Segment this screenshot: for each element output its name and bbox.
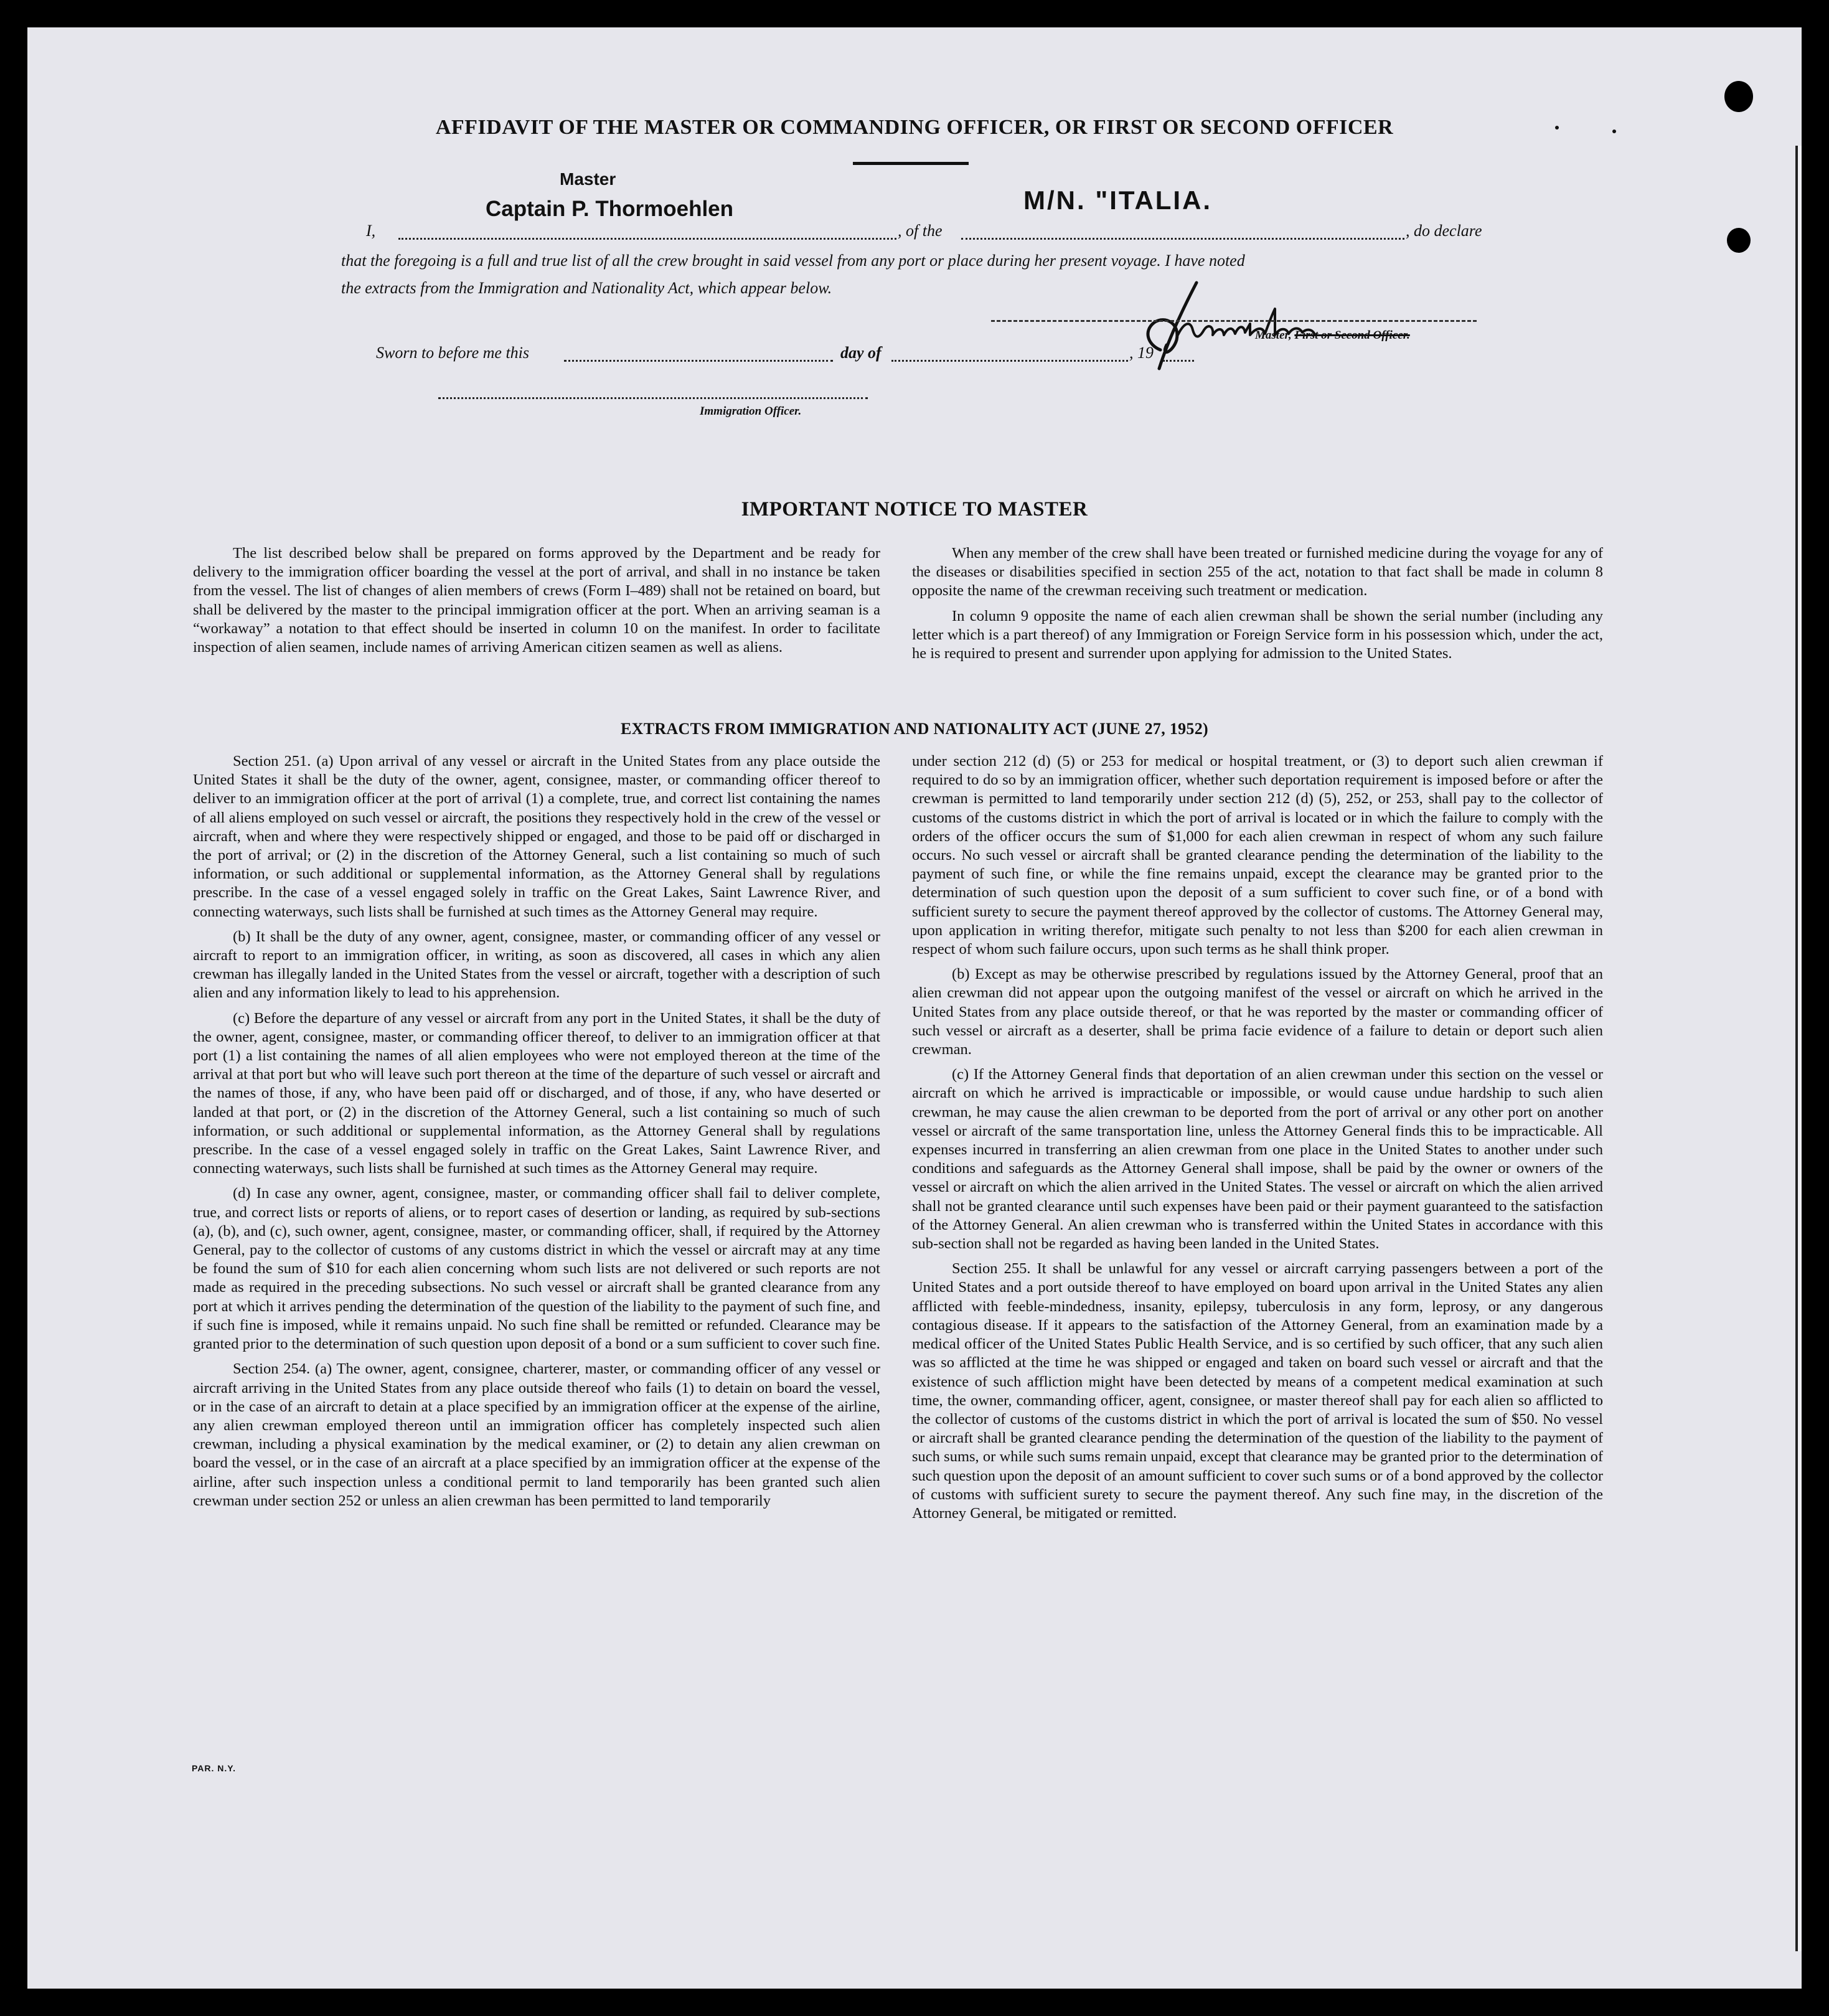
year-line (1163, 360, 1194, 362)
notice-paragraph: When any member of the crew shall have been treated or furnished medicine during the voyage for any of the diseases or disabilities specified in section 255 of the act, notation to that fact shall be made in column 8 opposite the name of the crewman receiving such treatment or medication. (912, 545, 1603, 600)
sworn-label: Sworn to before me this (376, 344, 530, 362)
master-label: Master, (1255, 329, 1292, 342)
affidavit-title: AFFIDAVIT OF THE MASTER OR COMMANDING OFFICER, OR FIRST OR SECOND OFFICER (435, 116, 1394, 139)
day-of-label: day of (840, 344, 882, 362)
statute-paragraph: (b) It shall be the duty of any owner, agent, consignee, master, or commanding officer of any vessel or aircraft to report to an immigration officer, in writing, as soon as discovered, all cases in which any alien crewman has illegally landed in the United States from the vessel or aircraft, together with a description of such alien and any information likely to lead to his apprehension. (193, 928, 880, 1002)
sworn-day-line (564, 360, 833, 362)
year-label: , 19 (1129, 344, 1154, 362)
master-name-typed: Captain P. Thormoehlen (486, 197, 734, 221)
extracts-left-column (193, 752, 880, 1517)
statute-paragraph: Section 254. (a) The owner, agent, consignee, charterer, master, or commanding officer of any vessel or aircraft arriving in the United States from any place outside thereof who fails (1) to detain on board the vessel, or in the case of an aircraft to detain at a place specified by an immigration officer at the expense of the airline, any alien crewman employed thereon until an immigration officer has completely inspected such alien crewman, including a physical examination by the medical examiner, or (2) to detain any alien crewman on board the vessel, or in the case of an aircraft at a place specified by an immigration officer at the expense of the airline, after such inspection unless a conditional permit to land temporarily has been granted such alien crewman under section 252 or unless an alien crewman has been permitted to land temporarily (193, 1360, 880, 1509)
officer-signature-line (438, 397, 868, 399)
statute-paragraph: (c) If the Attorney General finds that deportation of an alien crewman under this section on the vessel or aircraft on which he arrived is impracticable or impossible, or would cause undue hardship to such alien crewman, he may cause the alien crewman to be deported from the port of arrival or any other port on another vessel or aircraft of the same transportation line, unless the Attorney General finds this to be impracticable. All expenses incurred in transferring an alien crewman from one place in the United States to another under such conditions and safeguards as the Attorney General shall impose, shall be paid by the owner or owners of the vessel or aircraft on which the alien arrived in the United States. The vessel or aircraft on which the alien arrived shall not be granted clearance until such expenses have been paid or their payment guaranteed to the satisfaction of the Attorney General. An alien crewman who is transferred within the United States in accordance with this sub-section shall not be regarded as having been landed in the United States. (912, 1066, 1603, 1253)
signature-caption (1255, 329, 1410, 342)
sworn-month-line (891, 360, 1128, 362)
punch-hole (1727, 228, 1751, 253)
do-declare-label: , do declare (1406, 222, 1482, 240)
vessel-line (961, 238, 1404, 240)
printer-mark: PAR. N.Y. (192, 1763, 236, 1773)
name-line (398, 238, 896, 240)
rank-typed: Master (560, 169, 616, 189)
signature-line (991, 320, 1477, 322)
notice-paragraph: The list described below shall be prepared on forms approved by the Department and be ready for delivery to the immigration officer boarding the vessel at the port of arrival, and shall in no instance be taken from the vessel. The list of changes of alien members of crews (Form I–489) shall not be retained on board, but shall be delivered by the master to the principal immigration officer at the port. When an arriving seaman is a “workaway” a notation to that effect should be inserted in column 10 on the manifest. In order to facilitate inspection of alien seamen, include names of arriving American citizen seamen as well as aliens. (193, 545, 880, 656)
statute-paragraph: Section 251. (a) Upon arrival of any vessel or aircraft in the United States from any place outside the United States it shall be the duty of the owner, agent, consignee, master, or commanding officer thereof to deliver to an immigration officer at the port of arrival (1) a complete, true, and correct list containing the names of all aliens employed on such vessel or aircraft, the positions they respectively hold in the crew of the vessel or aircraft, when and where they were respectively shipped or engaged, and those to be paid off or discharged in the port of arrival; or (2) in the discretion of the Attorney General, such a list containing so much of such information, or such additional or supplemental information, as the Attorney General shall by regulations prescribe. In the case of a vessel engaged solely in traffic on the Great Lakes, Saint Lawrence River, and connecting waterways, such lists shall be furnished at such times as the Attorney General may require. (193, 753, 880, 920)
i-label: I, (366, 222, 376, 240)
notice-right-column (912, 544, 1603, 669)
extracts-title: EXTRACTS FROM IMMIGRATION AND NATIONALITY ACT (JUNE 27, 1952) (620, 720, 1208, 738)
statute-paragraph: under section 212 (d) (5) or 253 for medical or hospital treatment, or (3) to deport such alien crewman if required to do so by an immigration officer, whether such deportation requirement is imposed before or after the crewman is permitted to land temporarily under section 212 (d) (5), 252, or 253, shall pay to the collector of customs of the customs district in which the port of arrival is located or in which the failure to comply with the orders of the officer occurs the sum of $1,000 for each alien crewman in respect of whom any such failure occurs. No such vessel or aircraft shall be granted clearance pending the determination of the liability to the payment of such fine, or while the fine remains unpaid, except the clearance may be granted prior to the determination of such question upon the deposit of a sum sufficient to cover such fine, or of a bond with sufficient surety to secure the payment thereof approved by the collector of customs. The Attorney General may, upon application in writing therefor, mitigate such penalty to not less than $200 for each alien crewman in respect of whom such failure occurs, upon such terms as he shall think proper. (912, 753, 1603, 958)
page-edge-strip (1795, 146, 1802, 1951)
vessel-name-typed: M/N. "ITALIA. (1023, 186, 1213, 215)
punch-hole (1724, 81, 1753, 112)
notice-left-column (193, 544, 880, 663)
statute-paragraph: (c) Before the departure of any vessel or aircraft from any port in the United States, it shall be the duty of the owner, agent, consignee, master, or commanding officer thereof, to deliver to an immigration officer at that port (1) a list containing the names of all alien employees who were not employed thereon at the time of the arrival at that port but who will leave such port thereon at the time of the departure of such vessel or aircraft and the names of those, if any, who have been paid off or discharged, and of those, if any, who have deserted or landed at that port, or (2) in the discretion of the Attorney General, such a list containing so much of such information, or such additional or supplemental information, as the Attorney General shall by regulations prescribe. In the case of a vessel engaged solely in traffic on the Great Lakes, Saint Lawrence River, and connecting waterways, such lists shall be furnished at such times as the Attorney General may require. (193, 1009, 880, 1177)
title-rule (853, 162, 969, 165)
statute-paragraph: Section 255. It shall be unlawful for any vessel or aircraft carrying passengers between a port of the United States and a port outside thereof to have employed on board upon arrival in the United States any alien afflicted with feeble-mindedness, insanity, epilepsy, tuberculosis in any form, leprosy, or any dangerous contagious disease. If it appears to the satisfaction of the Attorney General, from an examination made by a medical officer of the United States Public Health Service, and is so certified by such officer, that any such alien was so afflicted at the time he was shipped or engaged and taken on board such vessel or aircraft and that the existence of such affliction might have been detected by means of a competent medical examination at such time, the owner, commanding officer, agent, consignee, or master thereof shall pay for each alien so afflicted to the collector of customs of the customs district in which the port of arrival is located the sum of $50. No vessel or aircraft shall be granted clearance pending the determination of the question of the liability to the payment of such sums, or while such sums remain unpaid, except that clearance may be granted prior to the determination of such question upon the deposit of an amount sufficient to cover such sums or of a bond approved by the collector of customs with sufficient surety to secure the payment thereof. Any such fine may, in the discretion of the Attorney General, be mitigated or remitted. (912, 1260, 1603, 1522)
statute-paragraph: (d) In case any owner, agent, consignee, master, or commanding officer shall fail to deliver complete, true, and correct lists or reports of aliens, or to report cases of desertion or landing, as required by sub-sections (a), (b), and (c), such owner, agent, consignee, master, or commanding officer, shall, if required by the Attorney General, pay to the collector of customs of any customs district in which the vessel or aircraft may at any time be found the sum of $10 for each alien concerning whom such lists are not delivered or such reports are not made as required in the preceding subsections. No such vessel or aircraft shall be granted clearance from any port at which it arrives pending the determination of the question of the liability to the payment of such fine, and if such fine is imposed, while it remains unpaid. No such fine shall be remitted or refunded. Clearance may be granted prior to the determination of such question upon deposit of a bond or a sum sufficient to cover such fine. (193, 1185, 880, 1353)
struck-officer-label: First or Second Officer. (1294, 329, 1410, 342)
document-page (27, 27, 1802, 1989)
extracts-right-column (912, 752, 1603, 1529)
statute-paragraph: (b) Except as may be otherwise prescribed by regulations issued by the Attorney General, proof that an alien crewman did not appear upon the outgoing manifest of the vessel or aircraft on which he arrived in the United States from any place outside thereof, or that he was reported by the master or commanding officer of such vessel or aircraft as a deserter, shall be prima facie evidence of a failure to detain or deport such alien crewman. (912, 966, 1603, 1058)
of-the-label: , of the (898, 222, 943, 240)
statement-line-2: the extracts from the Immigration and Nationality Act, which appear below. (341, 279, 832, 297)
notice-paragraph: In column 9 opposite the name of each alien crewman shall be shown the serial number (including any letter which is a part thereof) of any Immigration or Foreign Service form in his possession which, under the act, he is required to present and surrender upon applying for admission to the United States. (912, 607, 1603, 662)
master-signature (1123, 270, 1366, 376)
statement-line-1: that the foregoing is a full and true list of all the crew brought in said vessel from any port or place during her present voyage. I have noted (341, 252, 1245, 270)
notice-title: IMPORTANT NOTICE TO MASTER (741, 498, 1088, 520)
immigration-officer-label: Immigration Officer. (700, 405, 802, 418)
